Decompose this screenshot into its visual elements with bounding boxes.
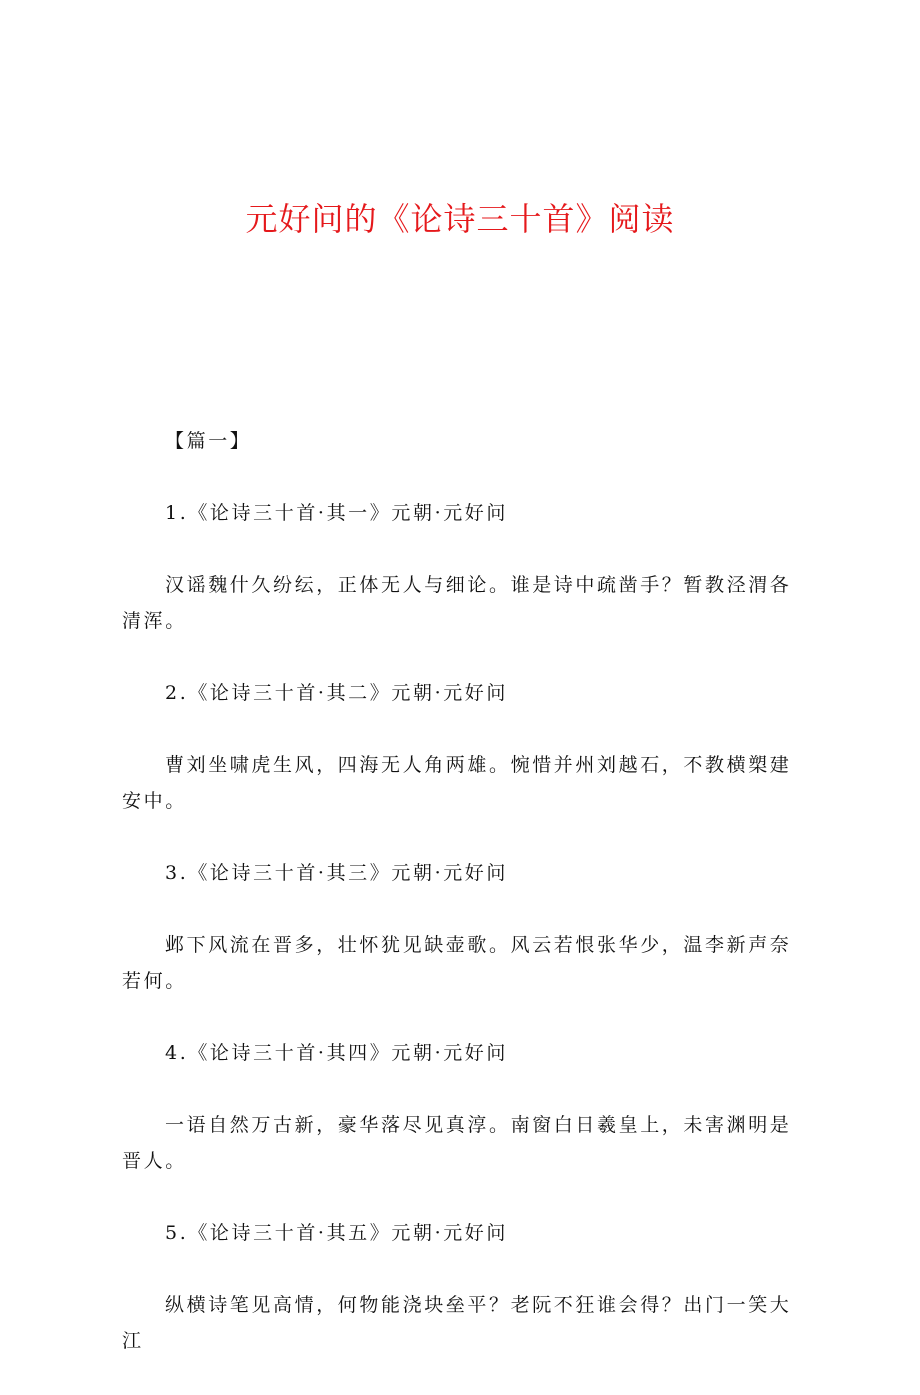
poem-heading-1: 1.《论诗三十首·其一》元朝·元好问 bbox=[165, 502, 509, 524]
poem-heading-2: 2.《论诗三十首·其二》元朝·元好问 bbox=[165, 682, 509, 704]
document-body bbox=[122, 423, 808, 1395]
section-label: 【篇一】 bbox=[165, 430, 252, 452]
poem-heading-3: 3.《论诗三十首·其三》元朝·元好问 bbox=[165, 862, 509, 884]
poem-text-5: 纵横诗笔见高情，何物能浇块垒平？老阮不狂谁会得？出门一笑大江 bbox=[122, 1294, 792, 1352]
poem-text-1: 汉谣魏什久纷纭，正体无人与细论。谁是诗中疏凿手？暂教泾渭各清浑。 bbox=[122, 574, 792, 632]
document-title: 元好问的《论诗三十首》阅读 bbox=[245, 200, 675, 238]
poem-text-4: 一语自然万古新，豪华落尽见真淳。南窗白日羲皇上，未害渊明是晋人。 bbox=[122, 1114, 792, 1172]
poem-heading-5: 5.《论诗三十首·其五》元朝·元好问 bbox=[165, 1222, 509, 1244]
poem-text-2: 曹刘坐啸虎生风，四海无人角两雄。惋惜并州刘越石，不教横槊建安中。 bbox=[122, 754, 792, 812]
poem-heading-4: 4.《论诗三十首·其四》元朝·元好问 bbox=[165, 1042, 509, 1064]
poem-text-3: 邺下风流在晋多，壮怀犹见缺壶歌。风云若恨张华少，温李新声奈若何。 bbox=[122, 934, 792, 992]
